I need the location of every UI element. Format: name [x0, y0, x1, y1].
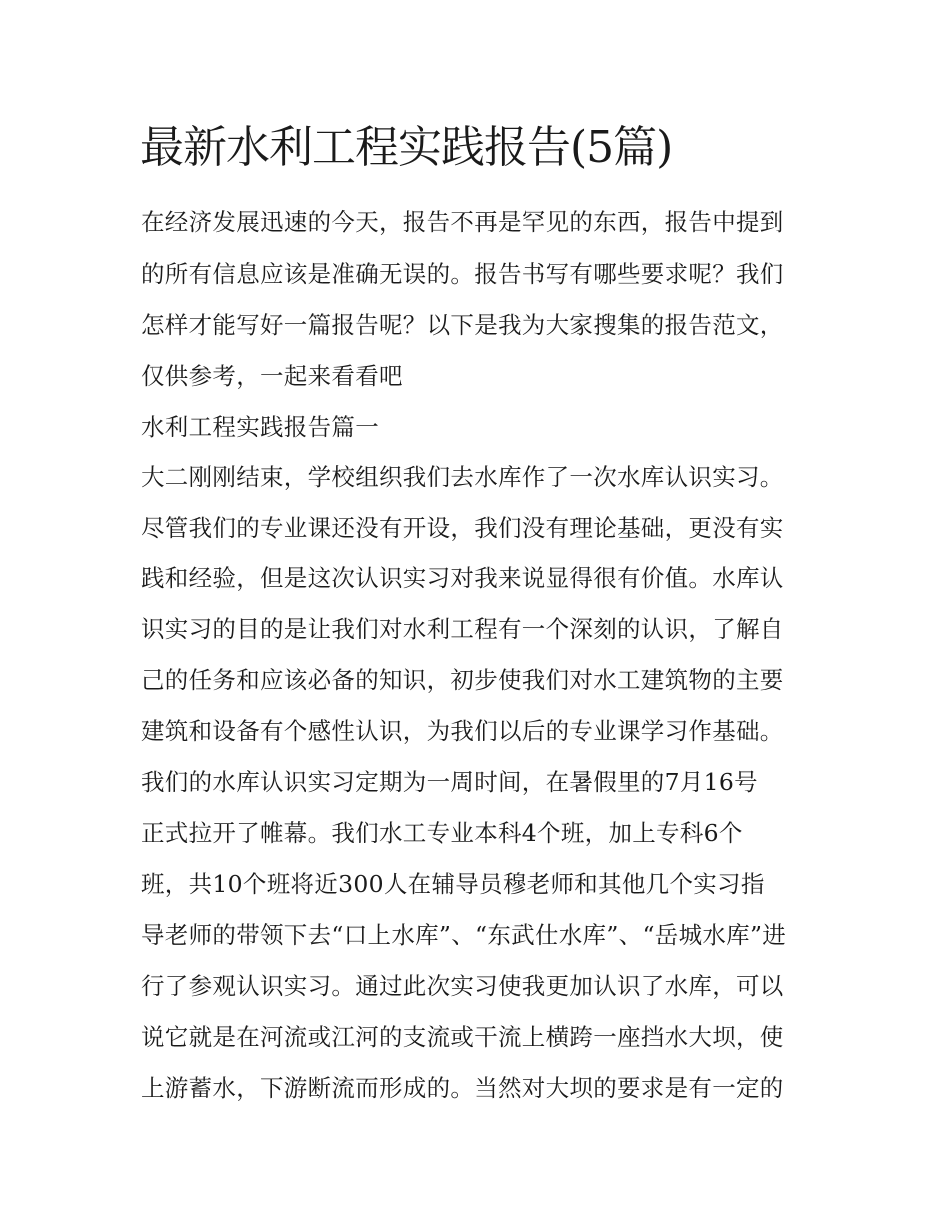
paragraph-line: 上游蓄水，下游断流而形成的。当然对大坝的要求是有一定的: [141, 1074, 784, 1102]
paragraph-line: 建筑和设备有个感性认识，为我们以后的专业课学习作基础。: [141, 717, 784, 745]
paragraph-line: 班，共10个班将近300人在辅导员穆老师和其他几个实习指: [141, 870, 765, 898]
paragraph-line: 践和经验，但是这次认识实习对我来说显得很有价值。水库认: [141, 564, 784, 592]
paragraph-line: 的所有信息应该是准确无误的。报告书写有哪些要求呢？我们: [141, 260, 784, 288]
paragraph-line: 我们的水库认识实习定期为一周时间，在暑假里的7月16号: [141, 768, 758, 796]
paragraph-line: 行了参观认识实习。通过此次实习使我更加认识了水库，可以: [141, 972, 784, 1000]
paragraph-line: 正式拉开了帷幕。我们水工专业本科4个班，加上专科6个: [141, 819, 743, 847]
paragraph-line: 大二刚刚结束，学校组织我们去水库作了一次水库认识实习。: [141, 463, 784, 491]
paragraph-line: 己的任务和应该必备的知识，初步使我们对水工建筑物的主要: [141, 666, 784, 694]
document-title: 最新水利工程实践报告(5篇): [140, 122, 673, 173]
paragraph-line: 在经济发展迅速的今天，报告不再是罕见的东西，报告中提到: [141, 208, 784, 236]
paragraph-line: 仅供参考，一起来看看吧: [141, 362, 403, 390]
paragraph-line: 怎样才能写好一篇报告呢？以下是我为大家搜集的报告范文，: [141, 311, 784, 339]
paragraph-line: 识实习的目的是让我们对水利工程有一个深刻的认识，了解自: [141, 615, 784, 643]
paragraph-line: 尽管我们的专业课还没有开设，我们没有理论基础，更没有实: [141, 514, 784, 542]
paragraph-line: 说它就是在河流或江河的支流或干流上横跨一座挡水大坝，使: [141, 1023, 784, 1051]
section-heading: 水利工程实践报告篇一: [141, 413, 379, 441]
paragraph-line: 导老师的带领下去“口上水库”、“东武仕水库”、“岳城水库”进: [141, 921, 787, 949]
